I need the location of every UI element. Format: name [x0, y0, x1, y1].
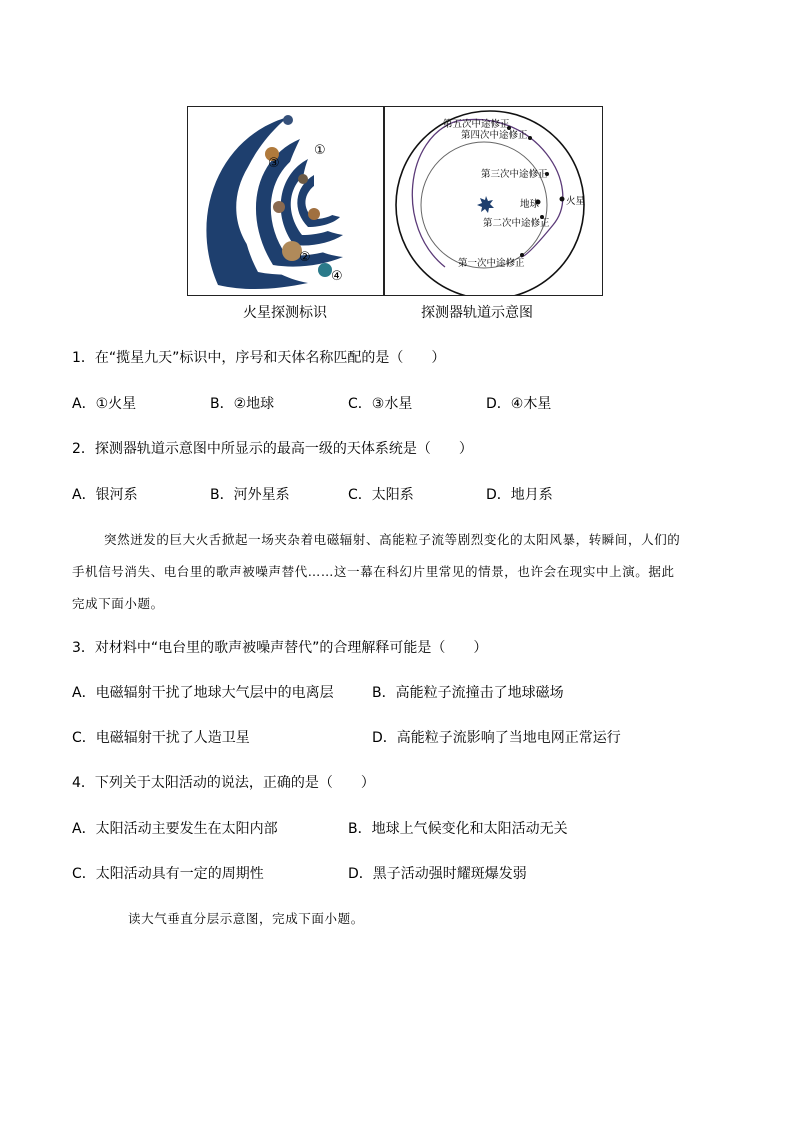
sun-icon — [477, 196, 494, 213]
planet-icon — [308, 208, 320, 220]
label-c1: 第一次中途修正 — [458, 258, 525, 269]
material-line-2: 手机信号消失、电台里的歌声被噪声替代……这一幕在科幻片里常见的情景，也许会在现实中上演。据此 — [72, 564, 675, 579]
logo-graphic — [188, 107, 383, 295]
marker-2: ② — [299, 250, 311, 265]
q2-option-b: B．河外星系 — [210, 487, 290, 503]
q3-option-c: C．电磁辐射干扰了人造卫星 — [72, 730, 250, 746]
q1-option-b: B．②地球 — [210, 396, 275, 412]
q3-option-a: A．电磁辐射干扰了地球大气层中的电离层 — [72, 685, 334, 701]
q4-option-b: B．地球上气候变化和太阳活动无关 — [348, 821, 568, 837]
caption-right: 探测器轨道示意图 — [421, 305, 533, 321]
label-c5: 第五次中途修正 — [443, 119, 510, 130]
q3-option-d: D．高能粒子流影响了当地电网正常运行 — [372, 730, 621, 746]
question-3-stem: 3．对材料中“电台里的歌声被噪声替代”的合理解释可能是（ ） — [72, 640, 488, 656]
orbit-graphic — [385, 107, 601, 295]
q3-option-b: B．高能粒子流撞击了地球磁场 — [372, 685, 564, 701]
q4-option-a: A．太阳活动主要发生在太阳内部 — [72, 821, 278, 837]
q4-option-c: C．太阳活动具有一定的周期性 — [72, 866, 264, 882]
caption-left: 火星探测标识 — [243, 305, 327, 321]
correction-dot — [520, 253, 524, 257]
q1-option-d: D．④木星 — [486, 396, 552, 412]
marker-4: ④ — [331, 269, 343, 284]
label-mars: 火星 — [566, 196, 586, 207]
question-2-stem: 2．探测器轨道示意图中所显示的最高一级的天体系统是（ ） — [72, 441, 473, 457]
label-earth: 地球 — [520, 199, 540, 210]
marker-1: ① — [314, 143, 326, 158]
q2-option-a: A．银河系 — [72, 487, 138, 503]
q2-option-c: C．太阳系 — [348, 487, 414, 503]
question-1-stem: 1．在“揽星九天”标识中，序号和天体名称匹配的是（ ） — [72, 350, 446, 366]
next-group-intro: 读大气垂直分层示意图，完成下面小题。 — [128, 911, 364, 926]
planet-icon — [298, 174, 308, 184]
orbit-diagram — [385, 107, 601, 295]
label-c2: 第二次中途修正 — [483, 218, 550, 229]
material-line-3: 完成下面小题。 — [72, 596, 164, 611]
planet-icon — [273, 201, 285, 213]
material-line-1: 突然迸发的巨大火舌掀起一场夹杂着电磁辐射、高能粒子流等剧烈变化的太阳风暴，转瞬间，人们的 — [104, 532, 681, 547]
mars-exploration-logo — [188, 107, 383, 295]
q1-option-a: A．①火星 — [72, 396, 137, 412]
q4-option-d: D．黑子活动强时耀斑爆发弱 — [348, 866, 527, 882]
marker-3: ③ — [268, 156, 280, 171]
label-c4: 第四次中途修正 — [461, 130, 528, 141]
correction-dot — [528, 136, 532, 140]
planet-icon — [318, 263, 332, 277]
label-c3: 第三次中途修正 — [481, 169, 548, 180]
mars-dot — [560, 197, 565, 202]
q1-option-c: C．③水星 — [348, 396, 413, 412]
q2-option-d: D．地月系 — [486, 487, 553, 503]
question-4-stem: 4．下列关于太阳活动的说法，正确的是（ ） — [72, 775, 375, 791]
figure-box — [187, 106, 603, 296]
planet-icon — [283, 115, 293, 125]
